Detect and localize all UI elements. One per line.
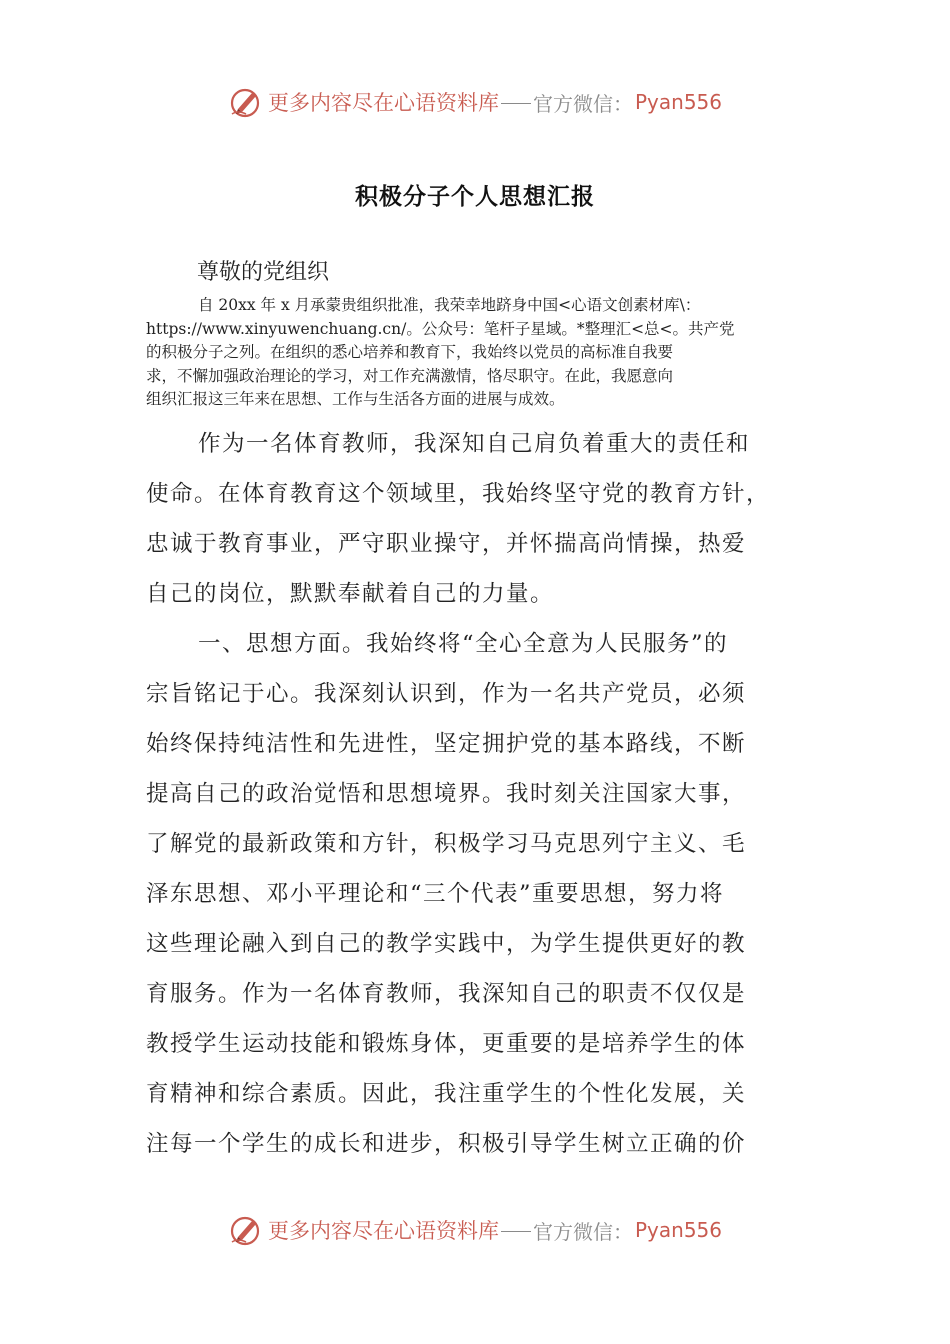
salutation: 尊敬的党组织 bbox=[197, 260, 330, 285]
intro-line: 求，不懈加强政治理论的学习，对工作充满激情，恪尽职守。在此，我愿意向 bbox=[146, 366, 674, 385]
paragraph-line: 使命。在体育教育这个领域里，我始终坚守党的教育方针， bbox=[146, 481, 771, 507]
banner-wechat-id: Pyan556 bbox=[635, 90, 723, 114]
intro-paragraph bbox=[146, 294, 806, 412]
banner-label: 官方微信： bbox=[533, 1219, 633, 1244]
paragraph-line: 提高自己的政治觉悟和思想境界。我时刻关注国家大事， bbox=[146, 781, 747, 807]
paragraph-line: 育精神和综合素质。因此，我注重学生的个性化发展，关 bbox=[146, 1081, 747, 1107]
paragraph-line: 一、思想方面。我始终将“全心全意为人民服务”的 bbox=[198, 631, 729, 657]
paragraph-line: 自己的岗位，默默奉献着自己的力量。 bbox=[146, 581, 555, 607]
paragraph-line: 这些理论融入到自己的教学实践中，为学生提供更好的教 bbox=[146, 931, 747, 957]
paragraph-line: 宗旨铭记于心。我深刻认识到，作为一名共产党员，必须 bbox=[146, 681, 747, 707]
banner-wechat-id: Pyan556 bbox=[635, 1218, 723, 1242]
intro-line: 组织汇报这三年来在思想、工作与生活各方面的进展与成效。 bbox=[146, 390, 565, 408]
paragraph-line: 忠诚于教育事业，严守职业操守，并怀揣高尚情操，热爱 bbox=[146, 531, 747, 557]
banner-main-text: 更多内容尽在心语资料库 bbox=[268, 1219, 499, 1243]
paragraph-line: 泽东思想、邓小平理论和“三个代表”重要思想，努力将 bbox=[146, 881, 725, 907]
body-paragraph-2 bbox=[146, 619, 806, 1169]
banner-separator bbox=[501, 103, 531, 104]
paragraph-line: 始终保持纯洁性和先进性，坚定拥护党的基本路线，不断 bbox=[146, 731, 747, 757]
paragraph-line: 作为一名体育教师，我深知自己肩负着重大的责任和 bbox=[198, 431, 751, 457]
intro-line: 自 20xx 年 x 月承蒙贵组织批准，我荣幸地跻身中国<心语文创素材库\： bbox=[198, 296, 701, 314]
footer-banner bbox=[228, 1210, 722, 1250]
paragraph-line: 育服务。作为一名体育教师，我深知自己的职责不仅仅是 bbox=[146, 981, 747, 1007]
banner-separator bbox=[501, 1231, 531, 1232]
intro-line: https://www.xinyuwenchuang.cn/。公众号：笔杆子星域。*整理汇<总<。共产党 bbox=[146, 319, 735, 338]
banner-label: 官方微信： bbox=[533, 91, 633, 116]
header-banner bbox=[228, 82, 722, 122]
body-paragraph-1 bbox=[146, 419, 806, 619]
intro-line: 的积极分子之列。在组织的悉心培养和教育下，我始终以党员的高标准自我要 bbox=[146, 343, 674, 361]
document-title: 积极分子个人思想汇报 bbox=[355, 184, 595, 210]
paragraph-line: 教授学生运动技能和锻炼身体，更重要的是培养学生的体 bbox=[146, 1031, 747, 1057]
banner-main-text: 更多内容尽在心语资料库 bbox=[268, 91, 499, 115]
pen-logo-icon bbox=[228, 84, 264, 120]
paragraph-line: 注每一个学生的成长和进步，积极引导学生树立正确的价 bbox=[146, 1131, 747, 1157]
pen-logo-icon bbox=[228, 1212, 264, 1248]
paragraph-line: 了解党的最新政策和方针，积极学习马克思列宁主义、毛 bbox=[146, 831, 747, 857]
